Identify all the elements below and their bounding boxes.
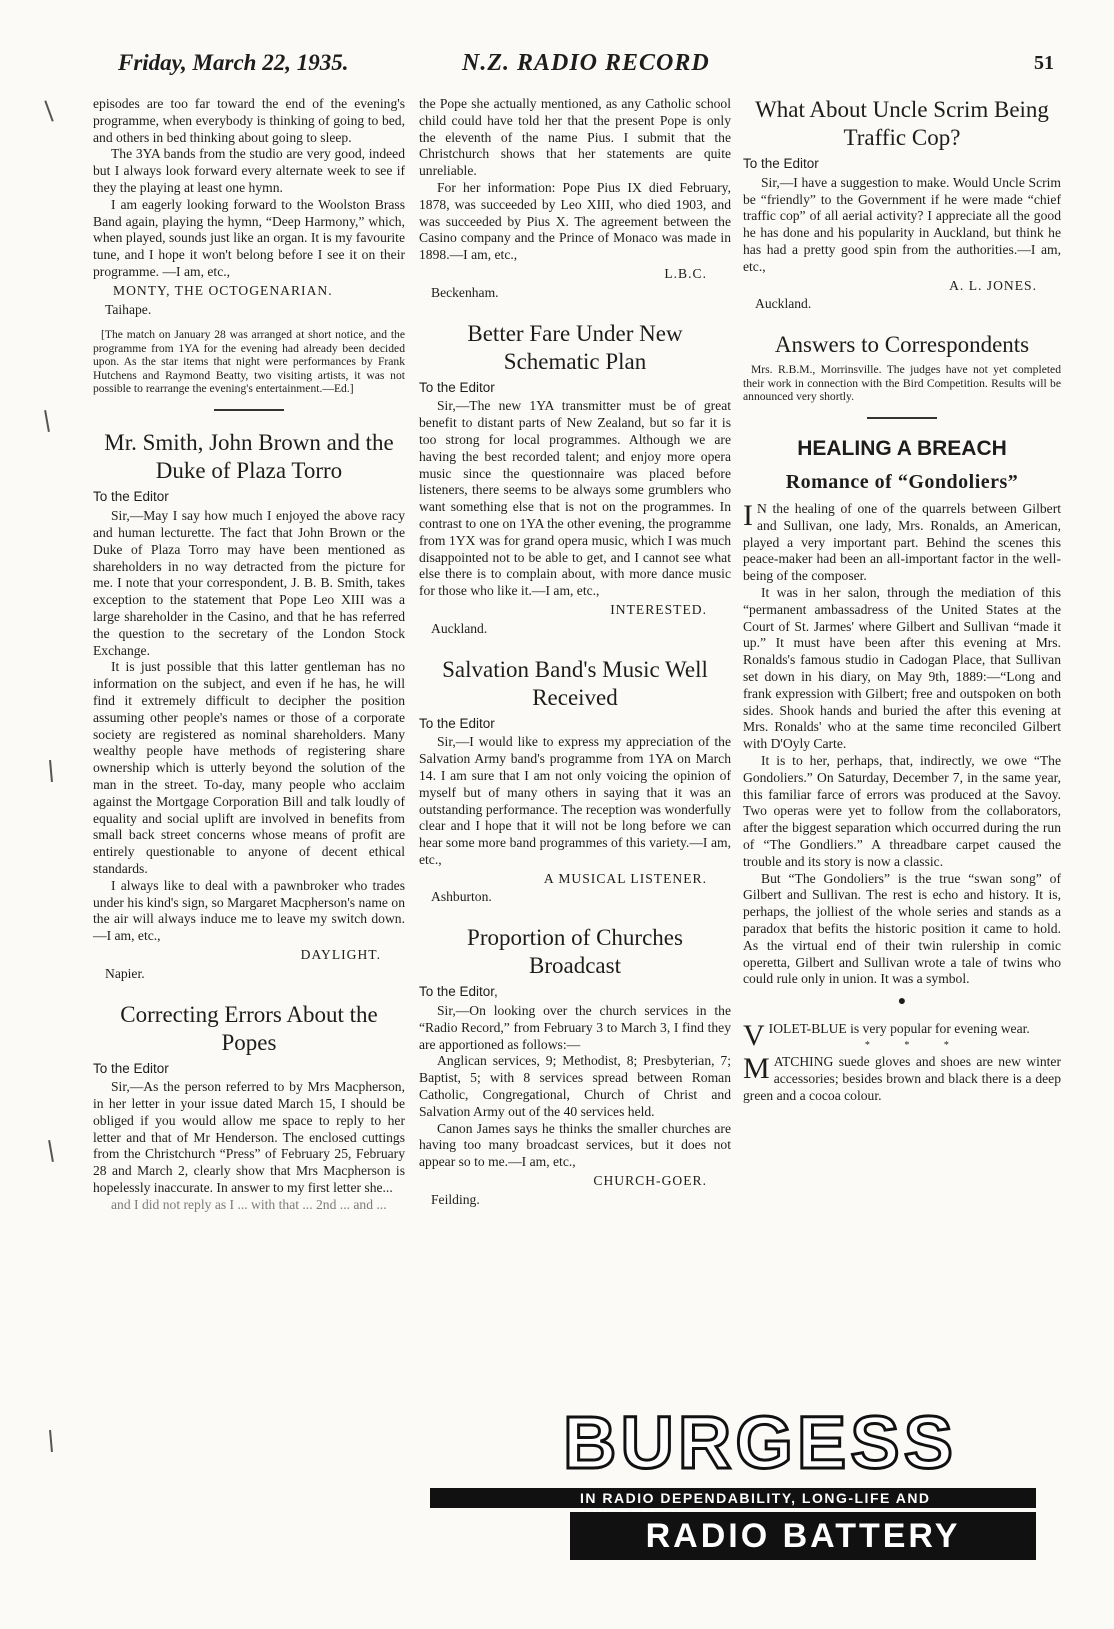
ad-brand: BURGESS — [563, 1401, 957, 1484]
fashion-note: MATCHING suede gloves and shoes are new winter accessories; besides brown and black there is a deep green and a cocoa colour. — [743, 1052, 1061, 1104]
ad-product: RADIO BATTERY — [570, 1512, 1036, 1560]
letter-signature: MONTY, THE OCTOGENARIAN. — [113, 282, 333, 298]
letter-paragraph: For her information: Pope Pius IX died February, 1878, was succeeded by Leo XIII, who died 1903, and was succeeded by Pius X. The agreement between the Casino company and the Prince of Monaco was made in 1898.—I am, etc., — [419, 179, 731, 263]
issue-date: Friday, March 22, 1935. — [118, 50, 349, 75]
letter-place: Napier. — [105, 965, 145, 981]
letter-paragraph: It is just possible that this latter gentleman has no information on the subject, and even if he has, he will find it extremely difficult to decipher the position assuming other people's names or those of a corporate society are registered as nominal shareholders. Many wealthy people have methods of registering share ownership which is utterly beyond the solution of the man in the street. To-day, many people who acclaim against the Mortgage Corporation Bill and talk loudly of equality and social uplift are involved in benefits from small back street concerns whose means of profit are entirely questionable to anyone of decent ethical standards. — [93, 659, 405, 876]
fashion-note: VIOLET-BLUE is very popular for evening wear. — [743, 1018, 1030, 1052]
letter-paragraph: I am eagerly looking forward to the Woolston Brass Band again, playing the hymn, “Deep Harmony,” which, when played, sounds just like an organ. It is my favourite tune, and I hope it won't belong before I see it on their programme. —I am, etc., — [93, 196, 405, 279]
letter-paragraph: Sir,—The new 1YA transmitter must be of great benefit to distant parts of New Zealand, but so far it is too strong for local programmes. Although we are having the best recorded talent; and enjoy more opera music since the questionnaire was placed before listeners, there seems to be always some grumblers who want something else that is not on the programmes. In contrast to one on 1YA the other evening, the programme from 1YX was for grand opera music, which I was much disappointed not to be able to get, and I cannot see what else there is to complain about, with more dance music for those who like it.—I am, etc., — [419, 398, 731, 599]
letter-place: Ashburton. — [431, 889, 492, 905]
letter-place: Taihape. — [105, 301, 152, 317]
letter-paragraph: I always like to deal with a pawnbroker who trades under his kind's sign, so Margaret Macpherson's name on the air will always induce me to leave my switch down.—I am, etc., — [93, 877, 405, 944]
margin-speck — [49, 1430, 53, 1452]
letter-signature: CHURCH-GOER. — [593, 1173, 707, 1189]
column-middle — [419, 96, 731, 1209]
letter-paragraph: Sir,—I have a suggestion to make. Would Uncle Scrim be “friendly” to the Government if he were made “chief traffic cop” of all aerial activity? I appreciate all the good he has done and his popularity in Auckland, but think he has had a pretty good spin from the authorities.—I am, etc., — [743, 174, 1061, 274]
headline: Proportion of Churches Broadcast — [467, 925, 683, 979]
drop-cap: V — [743, 1018, 765, 1052]
ad-tagline: IN RADIO DEPENDABILITY, LONG-LIFE AND — [580, 1490, 931, 1506]
margin-speck — [48, 1140, 54, 1162]
letter-paragraph: The 3YA bands from the studio are very good, indeed but I always look forward every alternate week to see if they the playing at least one hymn. — [93, 146, 405, 195]
feature-paragraph: I N the healing of one of the quarrels between Gilbert and Sullivan, one lady, Mrs. Ronalds, an American, played a very important part. Behind the scenes this peace-maker had been an all-important factor in the well-being of the composer. — [743, 498, 1061, 584]
letter-signature: DAYLIGHT. — [300, 946, 381, 962]
headline: Better Fare Under New Schematic Plan — [467, 320, 683, 374]
letter-place: Auckland. — [755, 296, 812, 312]
to-the-editor: To the Editor — [419, 379, 495, 395]
bullet-divider: ● — [897, 994, 907, 1010]
to-the-editor: To the Editor — [93, 489, 169, 505]
letter-signature: INTERESTED. — [610, 601, 707, 617]
drop-cap: M — [743, 1052, 770, 1086]
margin-speck — [49, 760, 53, 782]
feature-paragraph: It is to her, perhaps, that, indirectly, we owe “The Gondoliers.” On Saturday, December 7, in the same year, this familiar farce of errors was produced at the Savoy. Two operas were yet to follow from the collaborators, after the biggest separation which occurred during the run of “The Gondliers.” A threadbare carpet caused the trouble and its story is now a classic. — [743, 752, 1061, 869]
headline: Answers to Correspondents — [774, 332, 1030, 358]
letter-paragraph: Sir,—On looking over the church services in the “Radio Record,” from February 3 to March 3, I find they are apportioned as follows:— — [419, 1003, 731, 1052]
to-the-editor: To the Editor — [93, 1060, 169, 1076]
feature-paragraph: It was in her salon, through the mediation of this “permanent ambassadress of the United States at the Court of St. Jarmes' where Gilbert and Sullivan “made it up.” It must have been after this evening at Mrs. Ronalds's famous studio in Cadogan Place, that Sullivan set down in his diary, on May 9th, 1889:—“Long and frank expression with Gilbert; free and outspoken on both sides. Shook hands and buried the after this evening at Mrs. Ronalds' who at the same time reconciled Gilbert with D'Oyly Carte. — [743, 584, 1061, 752]
to-the-editor: To the Editor — [419, 715, 495, 731]
editor-note: [The match on January 28 was arranged at short notice, and the programme from 1YA for the evening had already been decided upon. As the star items that night were performances by Frank Hutchens and Raymond Beatty, two visiting artists, it was not possible to rearrange the evening's entertainment.—Ed.] — [93, 328, 405, 395]
headline: Mr. Smith, John Brown and the Duke of Plaza Torro — [104, 430, 394, 484]
feature-subhead: Romance of “Gondoliers” — [785, 471, 1019, 494]
headline: What About Uncle Scrim Being Traffic Cop? — [755, 97, 1049, 150]
masthead — [0, 48, 1114, 84]
letter-paragraph: Anglican services, 9; Methodist, 8; Presbyterian, 7; Baptist, 5; with 8 services spread between Roman Catholic, Congregational, Church of Christ and Salvation Army out of the 40 services held. — [419, 1053, 731, 1119]
letter-paragraph: Sir,—I would like to express my appreciation of the Salvation Army band's programme from 1YA on March 14. I am sure that I am not only voicing the opinion of myself but of many others in saying that it was an outstanding performance. The reception was wonderfully clear and I hope that it will not be long before we can hear some more band programmes of this variety.—I am, etc., — [419, 734, 731, 867]
publication-title: N.Z. RADIO RECORD — [462, 50, 710, 76]
letter-paragraph: Sir,—May I say how much I enjoyed the above racy and human lecturette. The fact that John Brown or the Duke of Plaza Torro may have been mentioned as shareholders in no way detracted from the picture for me. I note that your correspondent, J. B. B. Smith, takes exception to the statement that Pope Leo XIII was a large shareholder in the Casino, and that he has referred the question to the secretary of the London Stock Exchange. — [93, 508, 405, 658]
letter-place: Feilding. — [431, 1191, 480, 1207]
letter-place: Beckenham. — [431, 284, 499, 300]
letter-paragraph: Sir,—As the person referred to by Mrs Macpherson, in her letter in your issue dated March 15, I should be obliged if you would allow me space to reply to her letter and that of Mr Henderson. The enclosed cuttings from the Christchurch “Press” of February 25, February 28 and March 2, clearly show that Mrs Macpherson is hopelessly inaccurate. In answer to my first letter she... — [93, 1079, 405, 1196]
section-rule — [214, 409, 284, 411]
letter-place: Auckland. — [431, 620, 488, 636]
drop-cap: I — [743, 498, 753, 532]
feature-headline: HEALING A BREACH — [797, 437, 1007, 461]
headline: Salvation Band's Music Well Received — [442, 656, 708, 710]
star-divider: * * * — [864, 1039, 965, 1051]
letter-signature: L.B.C. — [664, 265, 707, 281]
column-right — [743, 96, 1061, 1105]
to-the-editor: To the Editor, — [419, 984, 498, 1000]
burgess-advertisement — [430, 1400, 1036, 1576]
headline: Correcting Errors About the Popes — [120, 1001, 378, 1055]
answers-text: Mrs. R.B.M., Morrinsville. The judges have not yet completed their work in connection with the Bird Competition. Results will be announced very shortly. — [743, 363, 1061, 403]
margin-speck — [44, 100, 53, 121]
letter-paragraph: Canon James says he thinks the smaller churches are having too many broadcast services, but it does not appear so to me.—I am, etc., — [419, 1120, 731, 1170]
section-rule — [867, 417, 937, 419]
letter-paragraph: episodes are too far toward the end of the evening's programme, when everybody is thinking of going to bed, and others in bed thinking about going to sleep. — [93, 96, 405, 145]
margin-speck — [44, 410, 50, 432]
feature-paragraph: But “The Gondoliers” is the true “swan song” of Gilbert and Sullivan. The rest is echo and history. It is, perhaps, the jolliest of the whole series and stands as a paradox that befits the historic position it came to hold. As the virtual end of their twin rulership in comic operetta, Gilbert and Sullivan wrote a tale of twins who could rule only in union. It was a symbol. — [743, 870, 1061, 987]
to-the-editor: To the Editor — [743, 156, 819, 171]
letter-signature: A MUSICAL LISTENER. — [543, 870, 707, 886]
letter-paragraph-faded: and I did not reply as I ... with that ... 2nd ... and ... — [111, 1196, 387, 1212]
page-number: 51 — [1034, 52, 1054, 74]
letter-paragraph: the Pope she actually mentioned, as any Catholic school child could have told her that the present Pope is only the eleventh of the name Pius. I submit that the Christchurch shows that her statements are quite unreliable. — [419, 96, 731, 179]
letter-signature: A. L. JONES. — [949, 277, 1037, 293]
column-left — [93, 96, 405, 1214]
